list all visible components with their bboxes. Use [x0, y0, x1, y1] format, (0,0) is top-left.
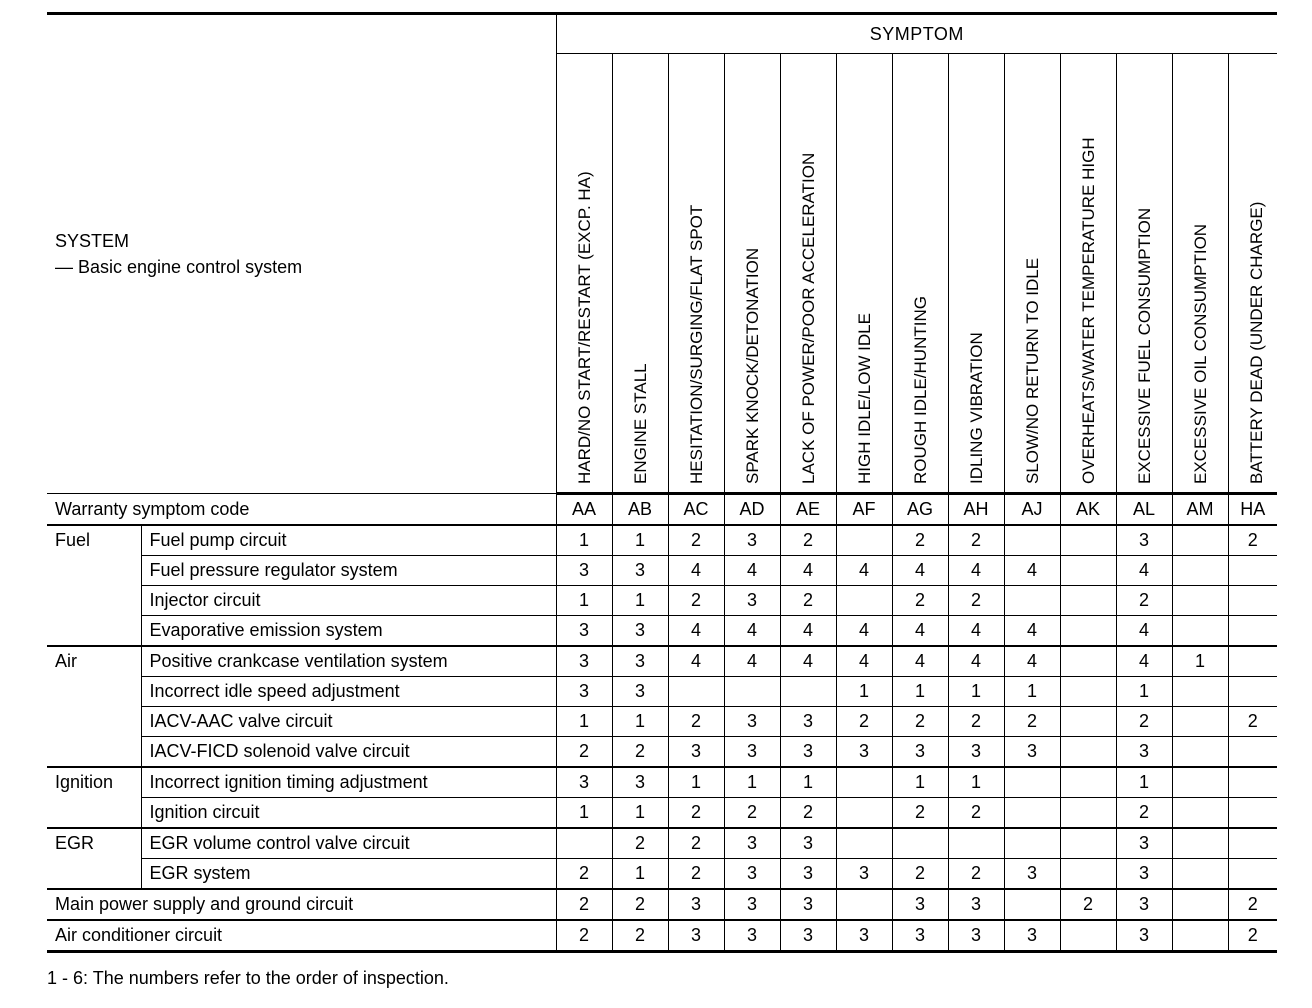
warranty-code-cell: AL	[1116, 494, 1172, 526]
symptom-column-header	[1060, 54, 1116, 494]
symptom-label: LACK OF POWER/POOR ACCELERATION	[798, 152, 818, 484]
inspection-order-cell	[1004, 828, 1060, 859]
inspection-order-cell	[836, 767, 892, 798]
inspection-order-cell: 2	[892, 586, 948, 616]
inspection-order-cell: 3	[780, 737, 836, 768]
inspection-order-cell: 1	[780, 767, 836, 798]
inspection-order-cell: 1	[1116, 767, 1172, 798]
system-item-label: Incorrect idle speed adjustment	[141, 677, 556, 707]
symptom-label: HESITATION/SURGING/FLAT SPOT	[686, 204, 706, 484]
system-item-label: IACV-FICD solenoid valve circuit	[141, 737, 556, 768]
inspection-order-cell: 3	[836, 859, 892, 890]
inspection-order-cell: 1	[892, 767, 948, 798]
inspection-order-cell	[1060, 798, 1116, 829]
system-item-label: EGR volume control valve circuit	[141, 828, 556, 859]
system-header-cell	[47, 15, 556, 494]
inspection-order-cell	[1172, 737, 1228, 768]
inspection-order-cell: 2	[1116, 798, 1172, 829]
inspection-order-cell	[1172, 707, 1228, 737]
inspection-order-cell: 1	[612, 859, 668, 890]
inspection-order-cell: 4	[780, 616, 836, 647]
inspection-order-cell: 2	[612, 889, 668, 920]
inspection-order-cell	[836, 586, 892, 616]
inspection-order-cell: 3	[556, 556, 612, 586]
inspection-order-cell: 4	[1004, 556, 1060, 586]
table-row	[47, 525, 1277, 556]
inspection-order-cell: 1	[612, 525, 668, 556]
inspection-order-cell	[1060, 525, 1116, 556]
inspection-order-cell: 4	[1116, 646, 1172, 677]
inspection-order-cell: 1	[556, 525, 612, 556]
inspection-order-cell: 1	[1172, 646, 1228, 677]
inspection-order-cell	[1228, 646, 1277, 677]
symptom-column-header	[1116, 54, 1172, 494]
warranty-code-cell: HA	[1228, 494, 1277, 526]
inspection-order-cell	[836, 525, 892, 556]
system-group-label: EGR	[47, 828, 141, 889]
inspection-order-cell	[1172, 556, 1228, 586]
inspection-order-cell: 4	[668, 646, 724, 677]
inspection-order-cell	[1060, 767, 1116, 798]
inspection-order-cell	[1060, 586, 1116, 616]
inspection-order-cell: 2	[1116, 586, 1172, 616]
symptom-column-header	[948, 54, 1004, 494]
inspection-order-cell: 2	[1004, 707, 1060, 737]
inspection-order-cell: 2	[668, 859, 724, 890]
inspection-order-cell: 4	[724, 646, 780, 677]
inspection-order-cell: 2	[1228, 920, 1277, 952]
inspection-order-cell: 2	[780, 798, 836, 829]
inspection-order-cell: 3	[1116, 525, 1172, 556]
warranty-code-cell: AA	[556, 494, 612, 526]
inspection-order-cell	[1060, 556, 1116, 586]
inspection-order-cell: 3	[780, 828, 836, 859]
symptom-column-header	[892, 54, 948, 494]
warranty-code-cell: AD	[724, 494, 780, 526]
inspection-order-cell: 3	[724, 737, 780, 768]
system-item-label: IACV-AAC valve circuit	[141, 707, 556, 737]
inspection-order-cell: 3	[892, 737, 948, 768]
inspection-order-cell: 4	[948, 616, 1004, 647]
inspection-order-cell: 1	[1004, 677, 1060, 707]
inspection-order-cell	[1172, 859, 1228, 890]
inspection-order-cell: 2	[780, 586, 836, 616]
inspection-order-cell: 4	[1004, 646, 1060, 677]
table-row	[47, 677, 1277, 707]
inspection-order-cell: 1	[612, 707, 668, 737]
inspection-order-cell	[1228, 586, 1277, 616]
inspection-order-cell: 2	[668, 828, 724, 859]
symptom-label: OVERHEATS/WATER TEMPERATURE HIGH	[1078, 137, 1098, 484]
inspection-order-cell: 1	[612, 586, 668, 616]
warranty-code-cell: AC	[668, 494, 724, 526]
warranty-code-cell: AJ	[1004, 494, 1060, 526]
inspection-order-cell: 3	[892, 920, 948, 952]
inspection-order-cell: 1	[892, 677, 948, 707]
inspection-order-cell: 2	[892, 525, 948, 556]
inspection-order-cell: 1	[836, 677, 892, 707]
symptom-chart-table	[47, 15, 1277, 953]
inspection-order-cell: 3	[556, 646, 612, 677]
inspection-order-cell	[1004, 586, 1060, 616]
inspection-order-cell: 2	[836, 707, 892, 737]
inspection-order-cell	[780, 677, 836, 707]
inspection-order-cell: 3	[724, 828, 780, 859]
inspection-order-cell: 2	[668, 525, 724, 556]
system-group-label: Ignition	[47, 767, 141, 828]
inspection-order-cell	[1060, 920, 1116, 952]
inspection-order-cell	[668, 677, 724, 707]
table-row	[47, 828, 1277, 859]
system-item-label: Ignition circuit	[141, 798, 556, 829]
inspection-order-cell: 3	[780, 707, 836, 737]
inspection-order-cell: 3	[948, 737, 1004, 768]
inspection-order-cell: 3	[1116, 828, 1172, 859]
warranty-code-cell: AB	[612, 494, 668, 526]
inspection-order-cell: 2	[668, 586, 724, 616]
inspection-order-cell: 3	[612, 646, 668, 677]
symptom-label: SPARK KNOCK/DETONATION	[742, 247, 762, 484]
system-group-label: Fuel	[47, 525, 141, 646]
inspection-order-cell: 3	[836, 920, 892, 952]
inspection-order-cell: 4	[836, 616, 892, 647]
inspection-order-cell: 4	[668, 616, 724, 647]
symptom-column-header	[1228, 54, 1277, 494]
inspection-order-cell: 4	[668, 556, 724, 586]
system-subtitle: — Basic engine control system	[55, 257, 303, 277]
inspection-order-cell: 2	[948, 859, 1004, 890]
inspection-order-cell	[1228, 859, 1277, 890]
inspection-order-cell: 3	[724, 525, 780, 556]
inspection-order-cell: 2	[892, 859, 948, 890]
inspection-order-cell: 3	[612, 616, 668, 647]
inspection-order-cell: 3	[1116, 859, 1172, 890]
inspection-order-cell: 2	[556, 859, 612, 890]
inspection-order-cell: 3	[668, 737, 724, 768]
system-item-label: Evaporative emission system	[141, 616, 556, 647]
inspection-order-cell: 4	[836, 646, 892, 677]
system-title: SYSTEM	[55, 231, 130, 251]
inspection-order-cell: 2	[612, 828, 668, 859]
inspection-order-cell	[1228, 556, 1277, 586]
inspection-order-cell	[1172, 525, 1228, 556]
inspection-order-cell: 4	[948, 556, 1004, 586]
inspection-order-cell: 1	[948, 677, 1004, 707]
system-item-label: Positive crankcase ventilation system	[141, 646, 556, 677]
inspection-order-cell: 3	[724, 889, 780, 920]
table-row	[47, 556, 1277, 586]
inspection-order-cell	[1004, 767, 1060, 798]
inspection-order-cell: 3	[612, 677, 668, 707]
symptom-label: EXCESSIVE FUEL CONSUMPTION	[1134, 207, 1154, 484]
inspection-order-cell: 3	[780, 859, 836, 890]
inspection-order-cell	[1228, 677, 1277, 707]
symptom-label: ENGINE STALL	[630, 363, 650, 484]
inspection-order-cell: 2	[948, 586, 1004, 616]
inspection-order-cell: 2	[948, 525, 1004, 556]
inspection-order-cell	[1004, 798, 1060, 829]
symptom-column-header	[724, 54, 780, 494]
inspection-order-cell	[1228, 737, 1277, 768]
symptom-label: EXCESSIVE OIL CONSUMPTION	[1190, 223, 1210, 484]
system-item-label: EGR system	[141, 859, 556, 890]
inspection-order-cell: 3	[948, 920, 1004, 952]
symptom-column-header	[836, 54, 892, 494]
footnote: 1 - 6: The numbers refer to the order of inspection.	[47, 968, 449, 988]
symptom-column-header	[668, 54, 724, 494]
inspection-order-cell	[892, 828, 948, 859]
symptom-column-header	[1004, 54, 1060, 494]
inspection-order-cell: 2	[892, 707, 948, 737]
inspection-order-cell	[1228, 767, 1277, 798]
inspection-order-cell: 4	[724, 556, 780, 586]
table-row	[47, 586, 1277, 616]
symptom-column-header	[780, 54, 836, 494]
inspection-order-cell: 1	[556, 586, 612, 616]
inspection-order-cell: 3	[780, 889, 836, 920]
inspection-order-cell: 3	[1004, 737, 1060, 768]
table-row	[47, 767, 1277, 798]
inspection-order-cell: 2	[892, 798, 948, 829]
inspection-order-cell: 2	[780, 525, 836, 556]
inspection-order-cell	[1060, 677, 1116, 707]
warranty-code-cell: AE	[780, 494, 836, 526]
inspection-order-cell: 3	[892, 889, 948, 920]
warranty-code-label: Warranty symptom code	[47, 494, 556, 526]
inspection-order-cell: 3	[948, 889, 1004, 920]
inspection-order-cell: 1	[668, 767, 724, 798]
table-row	[47, 616, 1277, 647]
inspection-order-cell: 2	[948, 798, 1004, 829]
system-item-label: Injector circuit	[141, 586, 556, 616]
system-group-label: Air	[47, 646, 141, 767]
symptom-label: SLOW/NO RETURN TO IDLE	[1022, 257, 1042, 484]
inspection-order-cell: 2	[612, 737, 668, 768]
inspection-order-cell: 3	[780, 920, 836, 952]
inspection-order-cell	[724, 677, 780, 707]
inspection-order-cell: 4	[948, 646, 1004, 677]
inspection-order-cell	[836, 828, 892, 859]
inspection-order-cell: 3	[724, 586, 780, 616]
warranty-code-row	[47, 494, 1277, 526]
inspection-order-cell	[836, 798, 892, 829]
inspection-order-cell: 2	[612, 920, 668, 952]
inspection-order-cell: 3	[1116, 889, 1172, 920]
inspection-order-cell: 1	[556, 707, 612, 737]
inspection-order-cell: 2	[1228, 707, 1277, 737]
inspection-order-cell: 2	[724, 798, 780, 829]
inspection-order-cell	[1060, 707, 1116, 737]
warranty-code-cell: AK	[1060, 494, 1116, 526]
inspection-order-cell: 4	[724, 616, 780, 647]
inspection-order-cell: 1	[612, 798, 668, 829]
inspection-order-cell: 4	[1116, 616, 1172, 647]
inspection-order-cell	[1172, 889, 1228, 920]
inspection-order-cell	[1172, 616, 1228, 647]
inspection-order-cell	[948, 828, 1004, 859]
inspection-order-cell: 4	[836, 556, 892, 586]
symptom-label: HARD/NO START/RESTART (EXCP. HA)	[574, 171, 594, 484]
inspection-order-cell: 2	[556, 737, 612, 768]
inspection-order-cell	[1172, 798, 1228, 829]
inspection-order-cell: 1	[948, 767, 1004, 798]
inspection-order-cell: 3	[1116, 920, 1172, 952]
warranty-code-cell: AM	[1172, 494, 1228, 526]
inspection-order-cell	[836, 889, 892, 920]
inspection-order-cell: 2	[556, 920, 612, 952]
inspection-order-cell	[1228, 798, 1277, 829]
inspection-order-cell: 3	[612, 556, 668, 586]
table-row	[47, 737, 1277, 768]
inspection-order-cell	[1172, 767, 1228, 798]
inspection-order-cell	[1060, 828, 1116, 859]
inspection-order-cell: 3	[556, 677, 612, 707]
warranty-code-cell: AH	[948, 494, 1004, 526]
symptom-label: IDLING VIBRATION	[966, 332, 986, 484]
inspection-order-cell: 3	[556, 767, 612, 798]
inspection-order-cell: 1	[1116, 677, 1172, 707]
inspection-order-cell	[1060, 859, 1116, 890]
inspection-order-cell: 3	[556, 616, 612, 647]
system-item-label: Main power supply and ground circuit	[47, 889, 556, 920]
symptom-label: HIGH IDLE/LOW IDLE	[854, 313, 874, 484]
symptom-title: SYMPTOM	[556, 15, 1277, 54]
inspection-order-cell: 3	[724, 859, 780, 890]
inspection-order-cell: 2	[1116, 707, 1172, 737]
inspection-order-cell: 3	[668, 920, 724, 952]
inspection-order-cell: 3	[836, 737, 892, 768]
inspection-order-cell: 2	[1060, 889, 1116, 920]
inspection-order-cell: 4	[892, 646, 948, 677]
inspection-order-cell	[1228, 616, 1277, 647]
inspection-order-cell	[1172, 677, 1228, 707]
system-item-label: Air conditioner circuit	[47, 920, 556, 952]
table-row	[47, 920, 1277, 952]
system-item-label: Fuel pressure regulator system	[141, 556, 556, 586]
table-row	[47, 646, 1277, 677]
inspection-order-cell: 3	[668, 889, 724, 920]
warranty-code-cell: AF	[836, 494, 892, 526]
inspection-order-cell	[1004, 525, 1060, 556]
inspection-order-cell: 1	[556, 798, 612, 829]
inspection-order-cell	[1172, 586, 1228, 616]
table-row	[47, 859, 1277, 890]
inspection-order-cell: 3	[724, 707, 780, 737]
table-row	[47, 707, 1277, 737]
symptom-label: ROUGH IDLE/HUNTING	[910, 296, 930, 484]
inspection-order-cell	[1228, 828, 1277, 859]
inspection-order-cell: 4	[780, 646, 836, 677]
inspection-order-cell	[1060, 737, 1116, 768]
system-item-label: Fuel pump circuit	[141, 525, 556, 556]
inspection-order-cell: 2	[1228, 889, 1277, 920]
symptom-header-row	[47, 15, 1277, 54]
inspection-order-cell	[556, 828, 612, 859]
symptom-label: BATTERY DEAD (UNDER CHARGE)	[1246, 201, 1266, 484]
inspection-order-cell: 4	[1116, 556, 1172, 586]
inspection-order-cell: 3	[1004, 920, 1060, 952]
table-row	[47, 798, 1277, 829]
inspection-order-cell	[1060, 646, 1116, 677]
inspection-order-cell: 3	[1116, 737, 1172, 768]
inspection-order-cell: 4	[892, 616, 948, 647]
inspection-order-cell	[1172, 828, 1228, 859]
system-item-label: Incorrect ignition timing adjustment	[141, 767, 556, 798]
inspection-order-cell	[1004, 889, 1060, 920]
inspection-order-cell: 4	[892, 556, 948, 586]
inspection-order-cell	[1060, 616, 1116, 647]
inspection-order-cell	[1172, 920, 1228, 952]
inspection-order-cell: 2	[668, 798, 724, 829]
inspection-order-cell: 3	[1004, 859, 1060, 890]
warranty-code-cell: AG	[892, 494, 948, 526]
symptom-column-header	[556, 54, 612, 494]
inspection-order-cell: 2	[668, 707, 724, 737]
inspection-order-cell: 2	[556, 889, 612, 920]
inspection-order-cell: 2	[1228, 525, 1277, 556]
symptom-column-header	[612, 54, 668, 494]
symptom-column-header	[1172, 54, 1228, 494]
table-row	[47, 889, 1277, 920]
inspection-order-cell: 4	[780, 556, 836, 586]
inspection-order-cell: 4	[1004, 616, 1060, 647]
inspection-order-cell: 3	[724, 920, 780, 952]
inspection-order-cell: 2	[948, 707, 1004, 737]
inspection-order-cell: 1	[724, 767, 780, 798]
inspection-order-cell: 3	[612, 767, 668, 798]
